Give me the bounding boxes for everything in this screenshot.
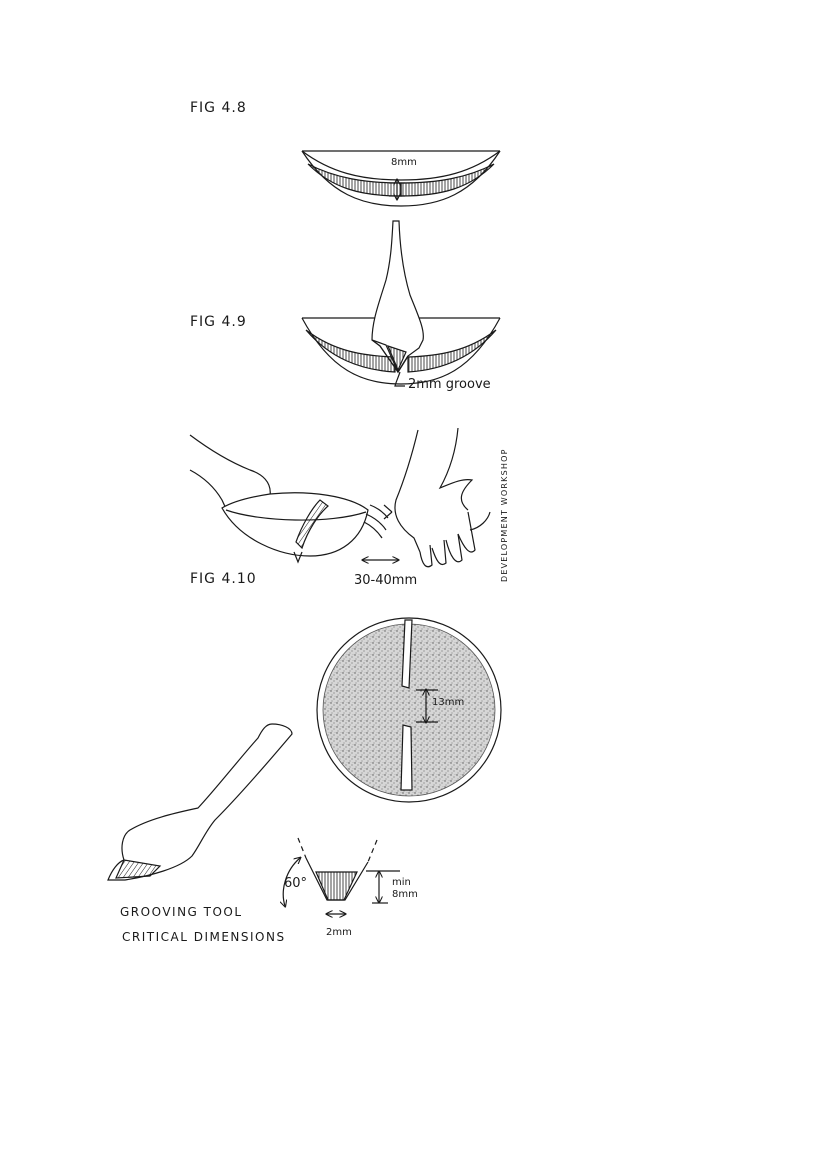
depth-value: 8mm bbox=[392, 889, 418, 900]
grooving-tool-title: GROOVING TOOL bbox=[120, 905, 243, 919]
movement-range: 30-40mm bbox=[354, 573, 418, 588]
tool-angle: 60° bbox=[284, 876, 308, 891]
fig-4-9-chisel-groove bbox=[302, 221, 500, 386]
depth-min-label: min bbox=[392, 877, 411, 888]
fig-4-10-label: FIG 4.10 bbox=[190, 571, 257, 587]
grooving-tool-drawing bbox=[108, 724, 292, 880]
fig-4-8-dimension: 8mm bbox=[391, 157, 417, 168]
credit-development-workshop: DEVELOPMENT WORKSHOP bbox=[500, 448, 509, 582]
groove-note: 2mm groove bbox=[408, 377, 491, 392]
fig-4-10-hand-strike bbox=[190, 428, 490, 567]
fig-4-9-label: FIG 4.9 bbox=[190, 314, 247, 330]
tip-width: 2mm bbox=[326, 927, 352, 938]
disc-gap-dimension: 13mm bbox=[432, 697, 465, 708]
critical-dimensions-title: CRITICAL DIMENSIONS bbox=[122, 930, 286, 944]
grooved-disc bbox=[317, 618, 501, 802]
fig-4-8-label: FIG 4.8 bbox=[190, 100, 247, 116]
